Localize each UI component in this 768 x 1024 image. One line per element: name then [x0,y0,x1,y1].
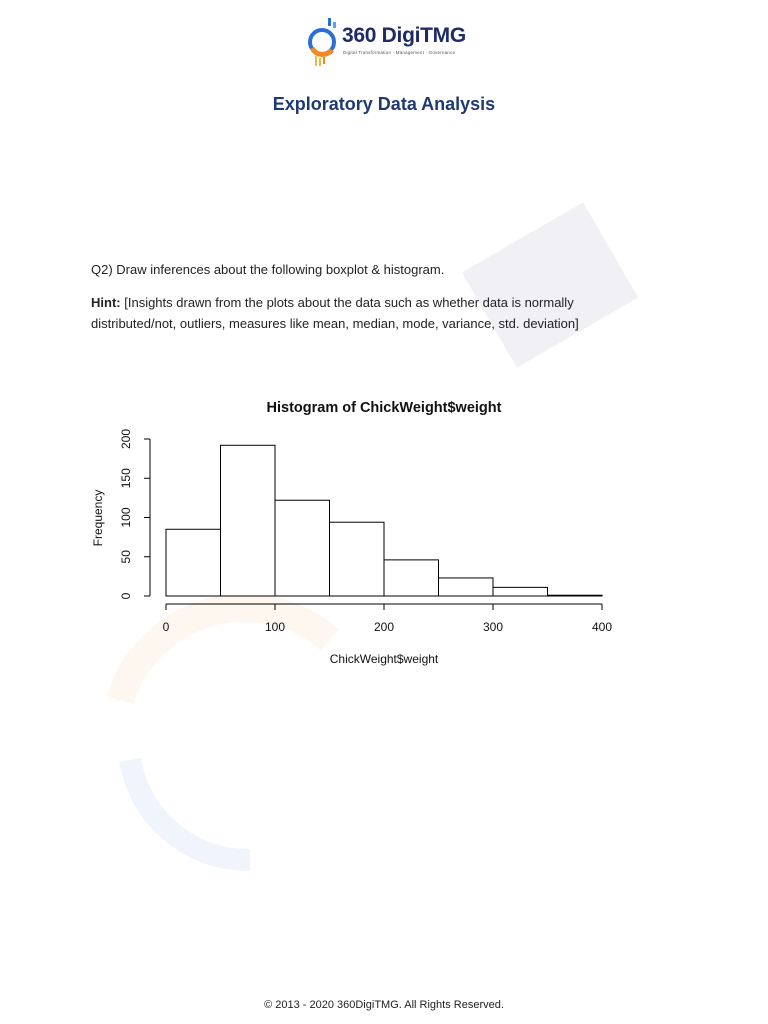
hint-text: [Insights drawn from the plots about the data such as whether data is normally distributed/not, outliers, measures like mean, median, mode, variance, std. deviation] [91,295,579,331]
histogram-bar [166,529,221,596]
x-tick-label: 400 [591,620,613,634]
histogram-bar [493,587,548,596]
histogram-bar [548,595,603,596]
page-title: Exploratory Data Analysis [272,94,496,114]
x-tick-label: 300 [482,620,504,634]
question-text: Q2) Draw inferences about the following boxplot & histogram. [91,262,445,277]
hint-label: Hint: [91,295,121,310]
y-axis-label: Frequency [91,489,105,547]
x-tick-label: 100 [264,620,286,634]
y-tick-label: 150 [119,468,133,489]
histogram-bar [439,578,494,596]
histogram-bar [275,500,330,596]
x-axis [163,604,613,634]
y-tick-label: 200 [119,428,133,450]
x-tick-label: 0 [162,620,170,634]
y-tick-label: 100 [119,507,133,528]
y-tick-label: 50 [119,550,133,564]
logo-tagline: Digital Transformation · Management · Governance [343,50,456,55]
histogram-bars [166,445,602,596]
x-axis-label: ChickWeight$weight [329,652,439,666]
footer-copyright: © 2013 - 2020 360DigiTMG. All Rights Reserved. [264,999,504,1011]
logo-text: 360 DigiTMG [342,24,466,47]
histogram-bar [330,522,385,596]
histogram-bar [221,445,276,596]
chart-title: Histogram of ChickWeight$weight [266,400,502,416]
x-tick-label: 200 [373,620,395,634]
histogram-bar [384,560,439,596]
y-axis [119,429,150,600]
y-tick-label: 0 [119,592,133,600]
company-logo [306,14,466,70]
hint-paragraph [91,292,651,334]
logo-mark-icon [306,14,342,70]
histogram-chart [84,390,644,680]
